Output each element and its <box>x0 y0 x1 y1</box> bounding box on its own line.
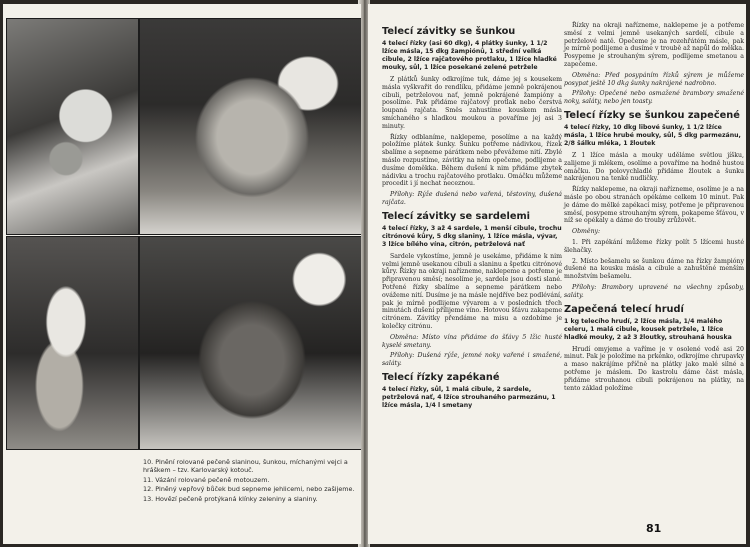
photo-captions <box>143 458 358 504</box>
recipe-title: Telecí řízky se šunkou zapečené <box>564 109 740 121</box>
caption-10: 10. Plnění rolované pečeně slaninou, šunkou, míchanými vejci a hráškem – tzv. Karlovarský kotouč. <box>143 458 348 475</box>
recipe-ingredients: 4 telecí řízky (asi 60 dkg), 4 plátky šunky, 1 1/2 lžíce másla, 15 dkg žampiónů, 1 střední velká cibule, 2 lžíce rajčatového protlaku, 1 lžíce hladké mouky, sůl, 1 lžíce posekané zelené petržele <box>382 40 557 71</box>
text-column-1 <box>382 22 562 414</box>
recipe-note: Obměna: Místo vína přidáme do šťávy 5 lžic husté kyselé smetany. <box>382 333 562 349</box>
page-number: 81 <box>646 522 662 535</box>
caption-13: 13. Hovězí pečeně protýkaná klínky zeleniny a slaniny. <box>143 494 318 503</box>
text-column-2 <box>564 22 744 395</box>
recipe-paragraph: Řízky odblaníme, naklepeme, posolíme a na každý položíme plátek šunky. Šunku potřeme nádivkou, řízek sbalíme a sepneme párátkem nebo převážeme nití. Zbylé máslo rozpustíme, závitky na něm opečeme, podlijeme a dusíme doměkka. Během dušení k nim přidáme zbytek nádivku a trochu rajčatového protlaku. Omáčku můžeme procedit i jí nechat neceznou. <box>382 133 562 188</box>
recipe-paragraph: Řízky na okraji nařízneme, naklepeme je a potřeme směsí z velmi jemně usekaných sardelí, cibule a petrželové natě. Opečeme je na rozehřátém másle, pak je mírně podlijeme a dusíme v troubě až napůl do měkka. Posypeme je strouhaným sýrem, podlijeme smetanou a zapečeme. <box>564 22 744 68</box>
recipe-title: Telecí závitky se sardelemi <box>382 210 531 222</box>
recipe-title: Telecí řízky zapékané <box>382 371 500 383</box>
recipe-note: Přílohy: Brambory upravené na všechny způsoby, saláty. <box>564 283 744 299</box>
caption-11: 11. Vázání rolované pečeně motouzem. <box>143 475 270 484</box>
right-page <box>368 4 746 544</box>
recipe-note: Obměna: Před posypáním řízků sýrem je můžeme posypat ještě 10 dkg šunky nakrájené nadrobno. <box>564 71 744 87</box>
recipe-ingredients: 4 telecí řízky, sůl, 1 malá cibule, 2 sardele, petrželová nať, 4 lžíce strouhaného parmezánu, 1 lžíce másla, 1/4 l smetany <box>382 385 556 409</box>
recipe-title: Zapečená telecí hrudí <box>564 303 684 315</box>
recipe-ingredients: 4 telecí řízky, 10 dkg libové šunky, 1 1/2 lžíce másla, 1 lžíce hrubé mouky, sůl, 5 dkg parmezánu, 2/8 šálku mléka, 1 žloutek <box>564 123 741 147</box>
recipe-paragraph: 1. Při zapékání můžeme řízky polít 5 lžícemi husté šlehačky. <box>564 238 744 254</box>
recipe-paragraph: Z 1 lžíce másla a mouky uděláme světlou jíšku, zalijeme ji mlékem, osolíme a povaříme na hodně hustou omáčku. Do polovychladlé přidáme žloutek a šunku nakrájenou na tenké nudličky. <box>564 151 744 183</box>
photo-11-tying-roast <box>139 18 361 235</box>
recipe-paragraph: Hrudí omyjeme a vaříme je v osolené vodě asi 20 minut. Pak je položíme na prkénko, odkrojíme chrupavky a maso nakrájíme příčně na plátky jako malé silné a potřeme je máslem. Do kastrolu dáme část másla, přidáme strouhanou cibuli pokrájenou na plátky, na tento základ položíme <box>564 345 744 392</box>
recipe-ingredients: 4 telecí řízky, 3 až 4 sardele, 1 menší cibule, trochu citrónové kůry, 5 dkg slaniny, 1 lžíce másla, vývar, 3 lžíce bílého vína, citrón, petrželová nať <box>382 224 562 248</box>
recipe-title: Telecí závitky se šunkou <box>382 26 516 37</box>
caption-12: 12. Plněný vepřový bůček bud sepneme jehlicemi, nebo zašijeme. <box>143 485 355 494</box>
recipe-note: Přílohy: Dušená rýže, jemné noky vařené i smažené, saláty. <box>382 352 562 368</box>
recipe-ingredients: 1 kg telecího hrudí, 2 lžíce másla, 1/4 malého celeru, 1 malá cibule, kousek petržele, 1 lžíce hladké mouky, 2 až 3 žloutky, strouhaná houska <box>564 317 732 341</box>
photo-12-stuffed-pork-belly <box>6 236 139 450</box>
left-page <box>3 4 361 544</box>
recipe-paragraph: 2. Místo bešamelu se šunkou dáme na řízky žampióny dušené na kousku másla a cibule a zahuštěné menším množstvím bešamelu. <box>564 257 744 281</box>
recipe-paragraph: Sardele vykostíme, jemně je usekáme, přidáme k nim velmi jemně usekanou cibuli a slaninu a špetku citrónové kůry. Řízky na okraji nařízneme, naklepeme a potřeme je připravenou směsí; nesolíme je, sardele jsou dosti slané. Potřené řízky sbalíme a sepneme párátkem nebo ovážeme nití. Dusíme je na másle nejdříve bez podlévání, pak je mírně podlijeme vývarem a v posledních třech minutách dušení přilijeme víno. Hotovou šťávu zakapeme citrónem. Závitky přendáme na misu a ozdobíme je kolečky citrónu. <box>382 252 562 330</box>
recipe-paragraph: Z plátků šunky odkrojíme tuk, dáme jej s kousekem másla vyškvařit do rendlíku, přidáme jemně pokrájenou cibuli, petrželovou nať, jemně pokrájené žampióny a posolíme. Pak přidáme rajčatový protlak nebo čerstvá loupaná rajčata. Směs zahustíme kouskem másla smíchaného s hladkou moukou a povaříme jej asi 3 minuty. <box>382 76 562 130</box>
photo-10-stuffing-roll <box>6 18 139 235</box>
recipe-paragraph: Řízky naklepeme, na okraji nařízneme, osolíme je a na másle po obou stranách opékáme celkem 10 minut. Pak je dáme do mělké zapékací misy, potřeme je připravenou směsí, posypeme strouhaným sýrem, pokapeme šťávou, v níž se opékaly a dáme do trouby zrůžovět. <box>564 186 744 225</box>
recipe-note: Přílohy: Opečené nebo osmažené brambory smažené noky, saláty, nebo jen toasty. <box>564 90 744 106</box>
recipe-note: Obměny: <box>572 228 601 236</box>
photo-13-larded-beef <box>139 236 361 450</box>
recipe-note: Přílohy: Rýže dušená nebo vařená, těstoviny, dušená rajčata. <box>382 191 562 206</box>
